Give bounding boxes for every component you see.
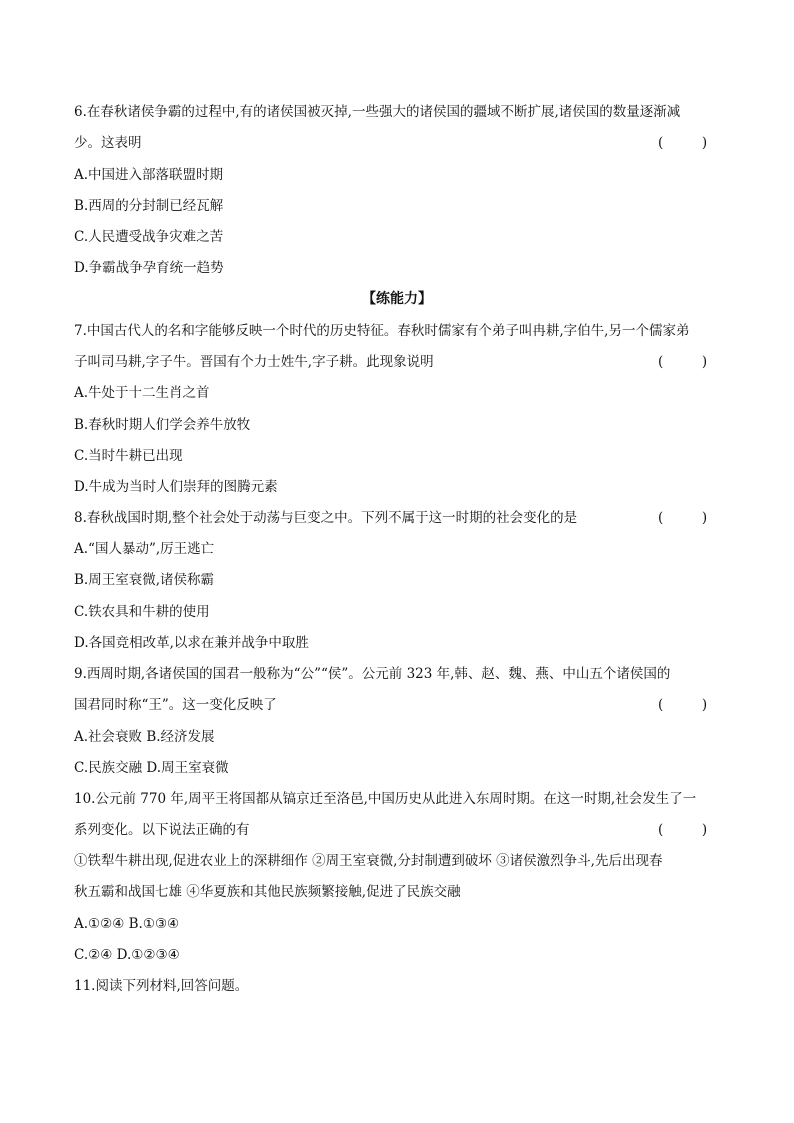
q9-stem-line2: 国君同时称“王”。这一变化反映了 (74, 697, 277, 713)
q7-option-d: D.牛成为当时人们崇拜的图腾元素 (74, 479, 278, 495)
section-heading: 【练能力】 (362, 291, 432, 307)
q9-answer-paren: ( ) (658, 697, 708, 713)
q6-stem-line1: 6.在春秋诸侯争霸的过程中,有的诸侯国被灭掉,一些强大的诸侯国的疆域不断扩展,诸侯国的数量逐渐减 (74, 104, 681, 120)
q8-answer-paren: ( ) (658, 510, 708, 526)
q7-option-b: B.春秋时期人们学会养牛放牧 (74, 417, 251, 433)
q10-statements-line2: 秋五霸和战国七雄 ④华夏族和其他民族频繁接触,促进了民族交融 (74, 884, 461, 900)
q6-option-d: D.争霸战争孕育统一趋势 (74, 260, 224, 276)
q10-options-ab: A.①②④ B.①③④ (74, 916, 180, 932)
q7-answer-paren: ( ) (658, 354, 708, 370)
q7-stem-line1: 7.中国古代人的名和字能够反映一个时代的历史特征。春秋时儒家有个弟子叫冉耕,字伯牛,另一个儒家弟 (74, 323, 690, 339)
q10-statements-line1: ①铁犁牛耕出现,促进农业上的深耕细作 ②周王室衰微,分封制遭到破坏 ③诸侯激烈争斗,先后出现春 (74, 853, 663, 869)
q9-options-ab: A.社会衰败 B.经济发展 (74, 729, 215, 745)
q10-stem-line2: 系列变化。以下说法正确的有 (74, 822, 250, 838)
q10-stem-line1: 10.公元前 770 年,周平王将国都从镐京迁至洛邑,中国历史从此进入东周时期。在这一时期,社会发生了一 (74, 791, 697, 807)
q6-option-c: C.人民遭受战争灾难之苦 (74, 229, 224, 245)
q6-option-b: B.西周的分封制已经瓦解 (74, 198, 224, 214)
q9-stem-line1: 9.西周时期,各诸侯国的国君一般称为“公”“侯”。公元前 323 年,韩、赵、魏、燕、中山五个诸侯国的 (74, 666, 671, 682)
q6-stem-line2: 少。这表明 (74, 135, 142, 151)
q8-option-c: C.铁农具和牛耕的使用 (74, 604, 210, 620)
q8-option-d: D.各国竞相改革,以求在兼并战争中取胜 (74, 635, 309, 651)
q6-option-a: A.中国进入部落联盟时期 (74, 167, 224, 183)
q8-option-b: B.周王室衰微,诸侯称霸 (74, 572, 215, 588)
q7-option-c: C.当时牛耕已出现 (74, 448, 183, 464)
q11-stem-line1: 11.阅读下列材料,回答问题。 (74, 978, 249, 994)
q10-answer-paren: ( ) (658, 822, 708, 838)
q10-options-cd: C.②④ D.①②③④ (74, 947, 180, 963)
q6-answer-paren: ( ) (658, 135, 708, 151)
q8-option-a: A.“国人暴动”,厉王逃亡 (74, 541, 215, 557)
q7-option-a: A.牛处于十二生肖之首 (74, 385, 210, 401)
q9-options-cd: C.民族交融 D.周王室衰微 (74, 760, 229, 776)
q7-stem-line2: 子叫司马耕,字子牛。晋国有个力士姓牛,字子耕。此现象说明 (74, 354, 434, 370)
q8-stem-line1: 8.春秋战国时期,整个社会处于动荡与巨变之中。下列不属于这一时期的社会变化的是 (74, 510, 578, 526)
